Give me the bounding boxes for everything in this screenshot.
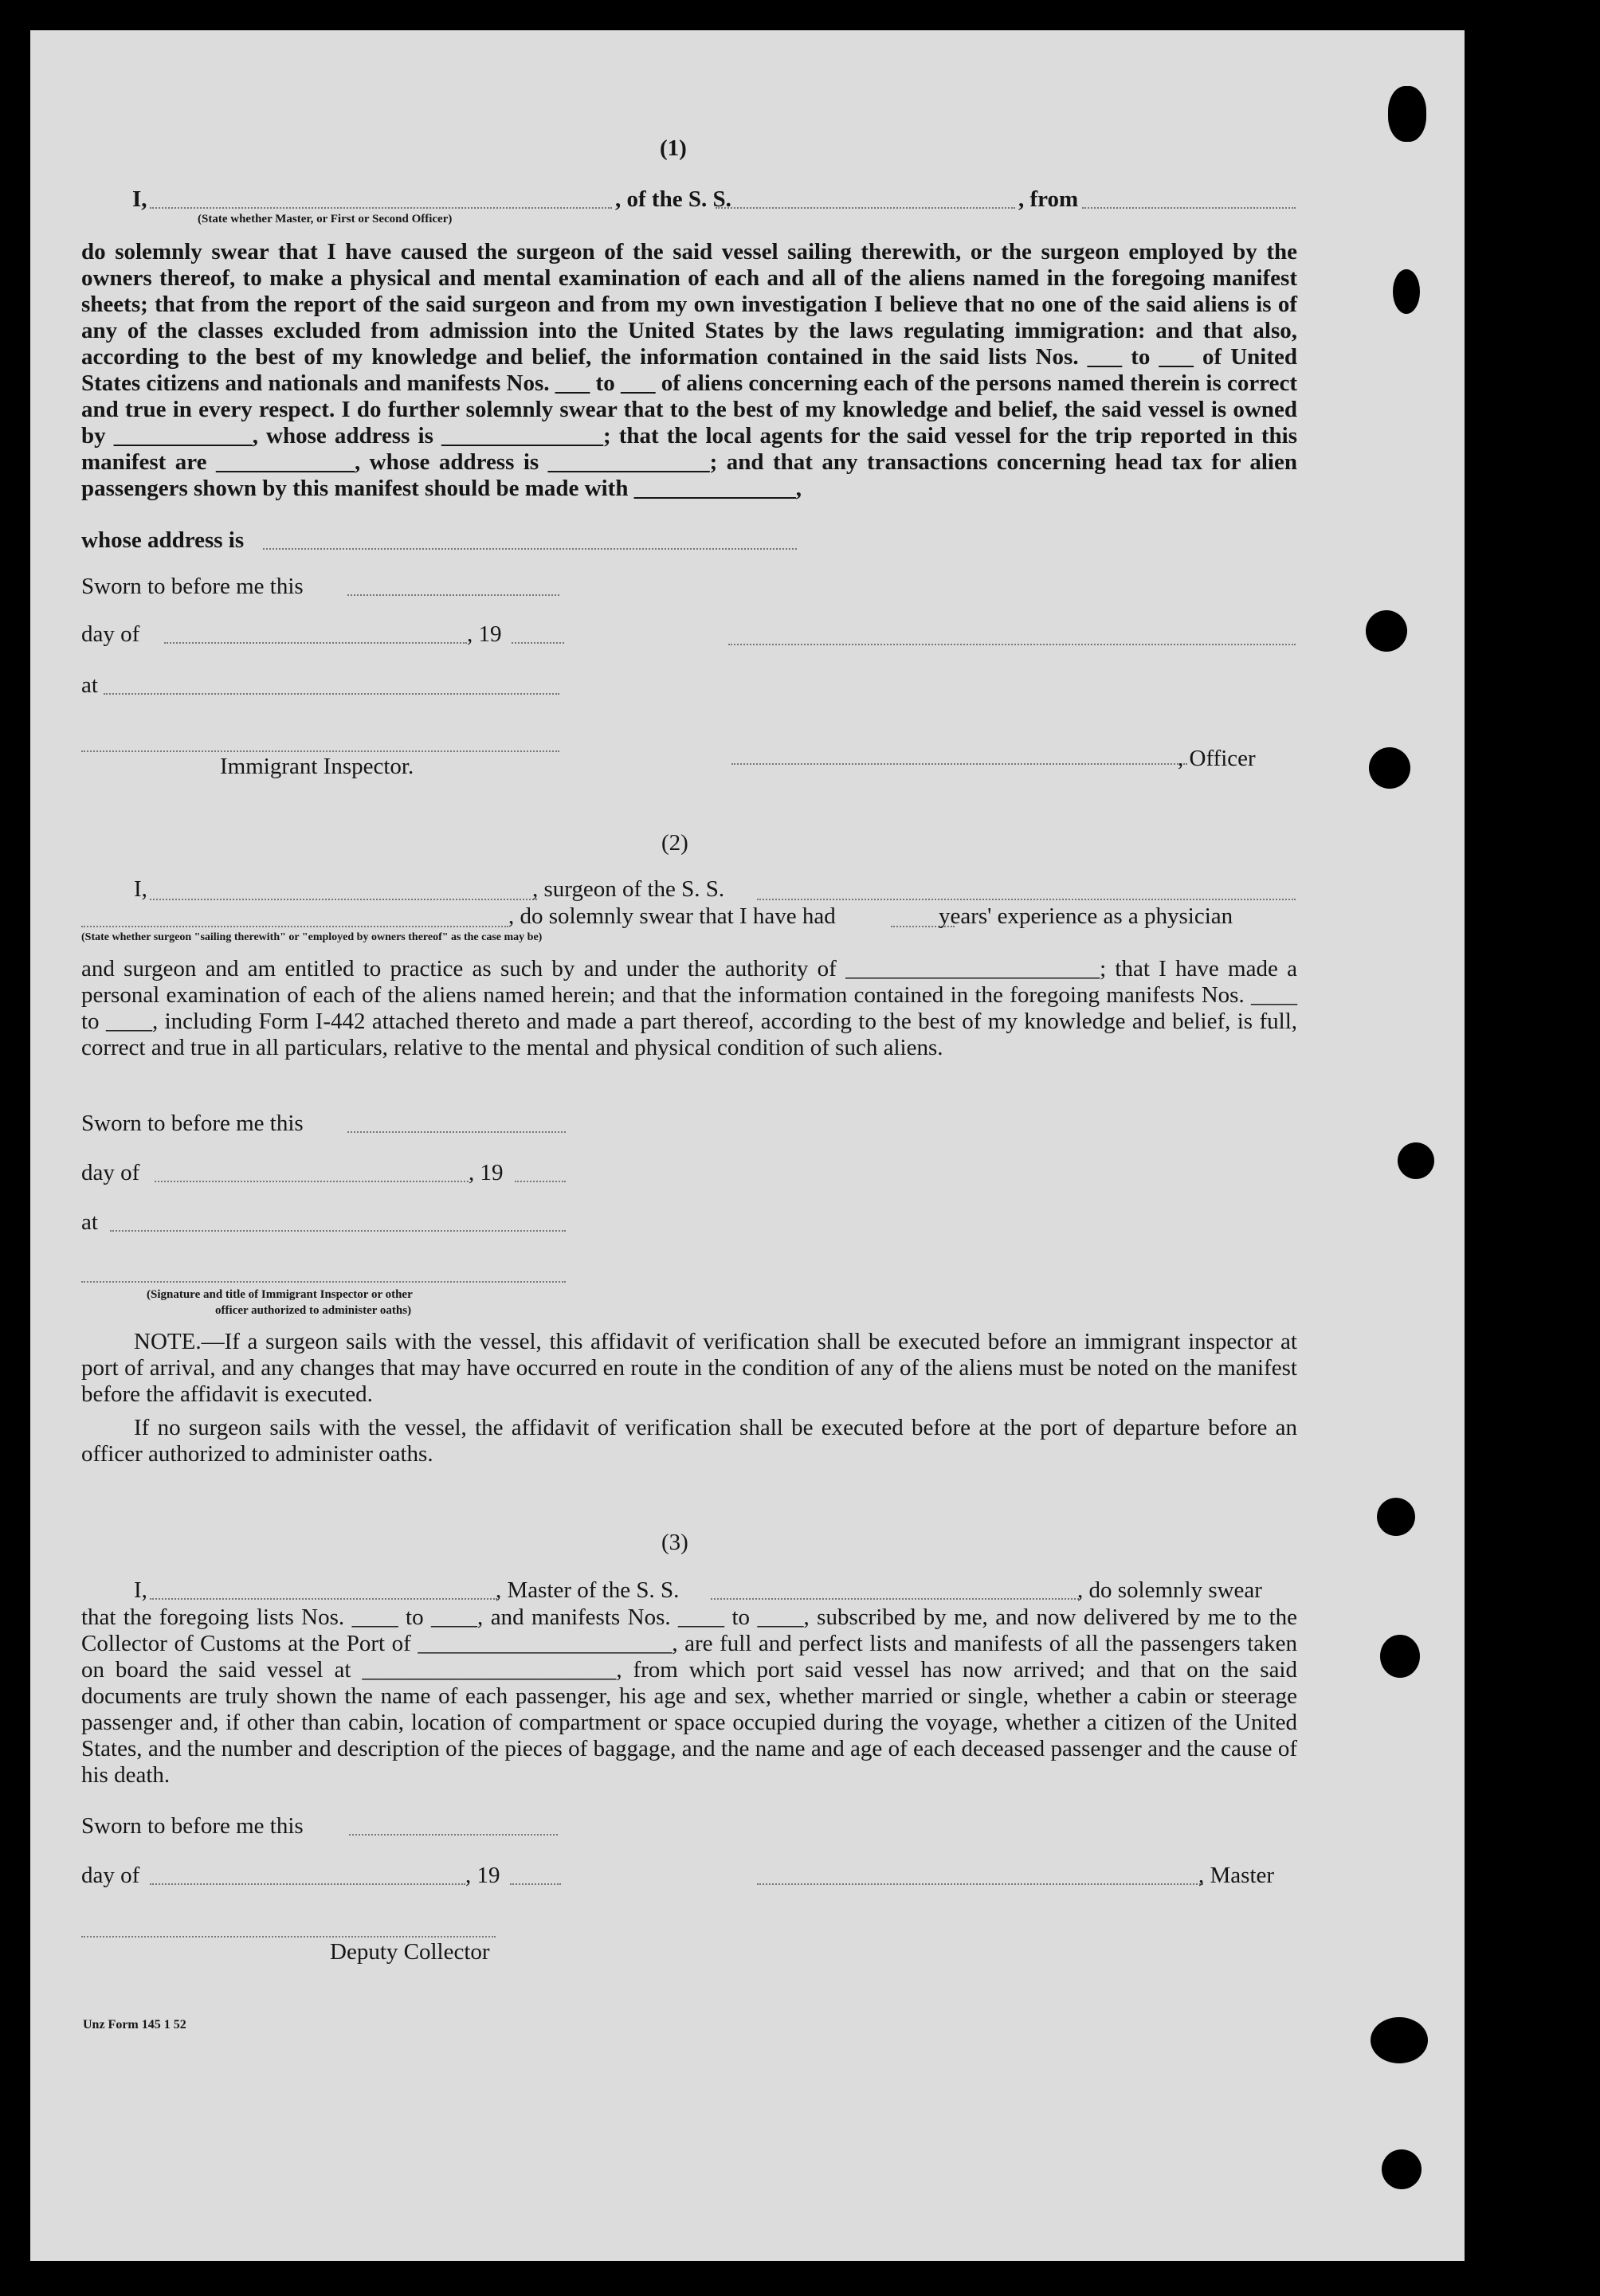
s2-surgeon-of-label: , surgeon of the S. S.: [532, 876, 725, 902]
s1-oath-paragraph: do solemnly swear that I have caused the surgeon of the said vessel sailing therewith, or the surgeon employed by the owners thereof, to make a physical and mental examination of each and all of the aliens named in the foregoing manifest sheets; that from the report of the said surgeon and from my own investigation I believe that no one of the said aliens is of any of the classes excluded from admission into the United States by the laws regulating immigration: and that also, according to the best of my knowledge and belief, the information contained in the said lists Nos. ___ to ___ of United States citizens and nationals and manifests Nos. ___ to ___ of aliens concerning each of the persons named therein is correct and true in every respect. I do further solemnly swear that to the best of my knowledge and belief, the said vessel is owned by ____________, whose address is ______________; that the local agents for the said vessel for the trip reported in this manifest are ____________, whose address is ______________; and that any transactions concerning head tax for alien passengers shown by this manifest should be made with ______________,: [81, 239, 1297, 501]
s3-ship-name-field[interactable]: [711, 1598, 1079, 1600]
s2-at-place-field[interactable]: [110, 1230, 566, 1232]
binder-hole: [1398, 1142, 1434, 1179]
s3-master-of-label: , Master of the S. S.: [496, 1577, 680, 1603]
s2-day-of-label: day of: [81, 1160, 140, 1185]
binder-hole: [1371, 2017, 1428, 2063]
s1-inspector-label: Immigrant Inspector.: [220, 754, 414, 779]
s2-sworn-label: Sworn to before me this: [81, 1111, 304, 1136]
s3-deputy-signature-field[interactable]: [81, 1936, 496, 1937]
binder-hole: [1382, 2149, 1422, 2189]
s1-at-place-field[interactable]: [104, 693, 559, 695]
s3-swear-label: , do solemnly swear: [1077, 1577, 1262, 1603]
s2-surgeon-name-field[interactable]: [150, 899, 537, 900]
s2-swear-label: , do solemnly swear that I have had: [508, 903, 836, 929]
s1-officer-signature-field[interactable]: [728, 644, 1296, 645]
s2-surgeon-type-field[interactable]: [81, 926, 508, 927]
s1-month-field[interactable]: [164, 642, 467, 644]
s3-sworn-label: Sworn to before me this: [81, 1813, 304, 1839]
s1-at-label: at: [81, 672, 98, 698]
s1-day-of-label: day of: [81, 621, 140, 647]
s2-oath-paragraph: and surgeon and am entitled to practice as such by and under the authority of ______________________; that I have made a personal examination of each of the aliens named herein; and that the information contained in the foregoing manifests Nos. ____ to ____, including Form I-442 attached thereto and made a part thereof, according to the best of my knowledge and belief, is full, correct and true in all particulars, relative to the mental and physical condition of such aliens.: [81, 956, 1297, 1060]
s3-sworn-date-field[interactable]: [349, 1834, 558, 1836]
form-sheet: [30, 30, 1465, 2261]
s1-head-tax-address-field[interactable]: [263, 548, 797, 550]
s3-i-label: I,: [134, 1577, 147, 1603]
binder-hole: [1366, 610, 1407, 652]
s1-sworn-label: Sworn to before me this: [81, 574, 304, 599]
s1-officer-label: , Officer: [1178, 746, 1256, 771]
s1-ship-name-field[interactable]: [716, 207, 1015, 209]
s2-note-paragraph: NOTE.—If a surgeon sails with the vessel, this affidavit of verification shall be executed before an immigrant inspector at port of arrival, and any changes that may have occurred en route in the condition of any of the aliens must be noted on the manifest before the affidavit is executed.: [81, 1329, 1297, 1407]
s1-master-note: (State whether Master, or First or Second Officer): [198, 213, 453, 225]
s2-month-field[interactable]: [155, 1181, 469, 1182]
s2-at-label: at: [81, 1209, 98, 1235]
s3-master-label: , Master: [1198, 1863, 1275, 1888]
binder-hole: [1393, 269, 1420, 314]
s1-officer-name-field[interactable]: [150, 207, 612, 209]
s3-master-signature-field[interactable]: [757, 1883, 1203, 1885]
s3-month-field[interactable]: [150, 1883, 465, 1885]
s3-year-field[interactable]: [510, 1883, 561, 1885]
section-1-number: (1): [660, 135, 687, 161]
s1-inspector-signature-field[interactable]: [81, 750, 559, 752]
section-3-number: (3): [661, 1530, 688, 1555]
s3-master-name-field[interactable]: [150, 1598, 497, 1600]
s1-i-label: I,: [132, 186, 147, 212]
s2-year-label: , 19: [469, 1160, 504, 1185]
s1-year-field[interactable]: [512, 642, 564, 644]
s2-ship-name-field[interactable]: [757, 899, 1296, 900]
s1-officer-title-field[interactable]: [731, 763, 1187, 765]
s3-deputy-label: Deputy Collector: [330, 1939, 490, 1965]
binder-hole: [1377, 1498, 1415, 1536]
s3-oath-paragraph: that the foregoing lists Nos. ____ to ____, and manifests Nos. ____ to ____, subscribed by me, and now delivered by me to the Collector of Customs at the Port of ______________________, are full and perfect lists and manifests of all the passengers taken on board the said vessel at ______________________, from which port said vessel has now arrived; and that on the said documents are truly shown the name of each passenger, his age and sex, whether married or single, whether a cabin or steerage passenger and, if other than cabin, location of compartment or space occupied during the voyage, whether a citizen of the United States, and the number and description of the pieces of baggage, and the name and age of each deceased passenger and the cause of his death.: [81, 1604, 1297, 1788]
s2-year-field[interactable]: [515, 1181, 566, 1182]
s2-sworn-date-field[interactable]: [347, 1131, 566, 1133]
s1-from-label: , from: [1018, 186, 1079, 212]
s2-note2-paragraph: If no surgeon sails with the vessel, the affidavit of verification shall be executed before at the port of departure before an officer authorized to administer oaths.: [81, 1415, 1297, 1467]
s2-inspector-signature-field[interactable]: [81, 1281, 566, 1283]
s2-years-label: years' experience as a physician: [939, 903, 1233, 929]
s1-from-port-field[interactable]: [1082, 207, 1296, 209]
form-number: Unz Form 145 1 52: [83, 2018, 186, 2032]
binder-hole: [1369, 747, 1410, 789]
s2-surgeon-note: (State whether surgeon "sailing therewith" or "employed by owners thereof" as the case may be): [81, 931, 543, 943]
s3-year-label: , 19: [465, 1863, 500, 1888]
s2-i-label: I,: [134, 876, 147, 902]
s1-of-ss-label: , of the S. S.: [615, 186, 731, 212]
s1-whose-address-label: whose address is: [81, 527, 245, 553]
s3-day-of-label: day of: [81, 1863, 140, 1888]
s1-sworn-date-field[interactable]: [347, 594, 559, 596]
s2-signature-note-2: officer authorized to administer oaths): [215, 1304, 412, 1317]
s2-signature-note-1: (Signature and title of Immigrant Inspector or other: [147, 1288, 413, 1301]
section-2-number: (2): [661, 830, 688, 856]
s1-year-label: , 19: [467, 621, 502, 647]
binder-hole: [1380, 1635, 1420, 1678]
binder-hole: [1388, 86, 1426, 142]
